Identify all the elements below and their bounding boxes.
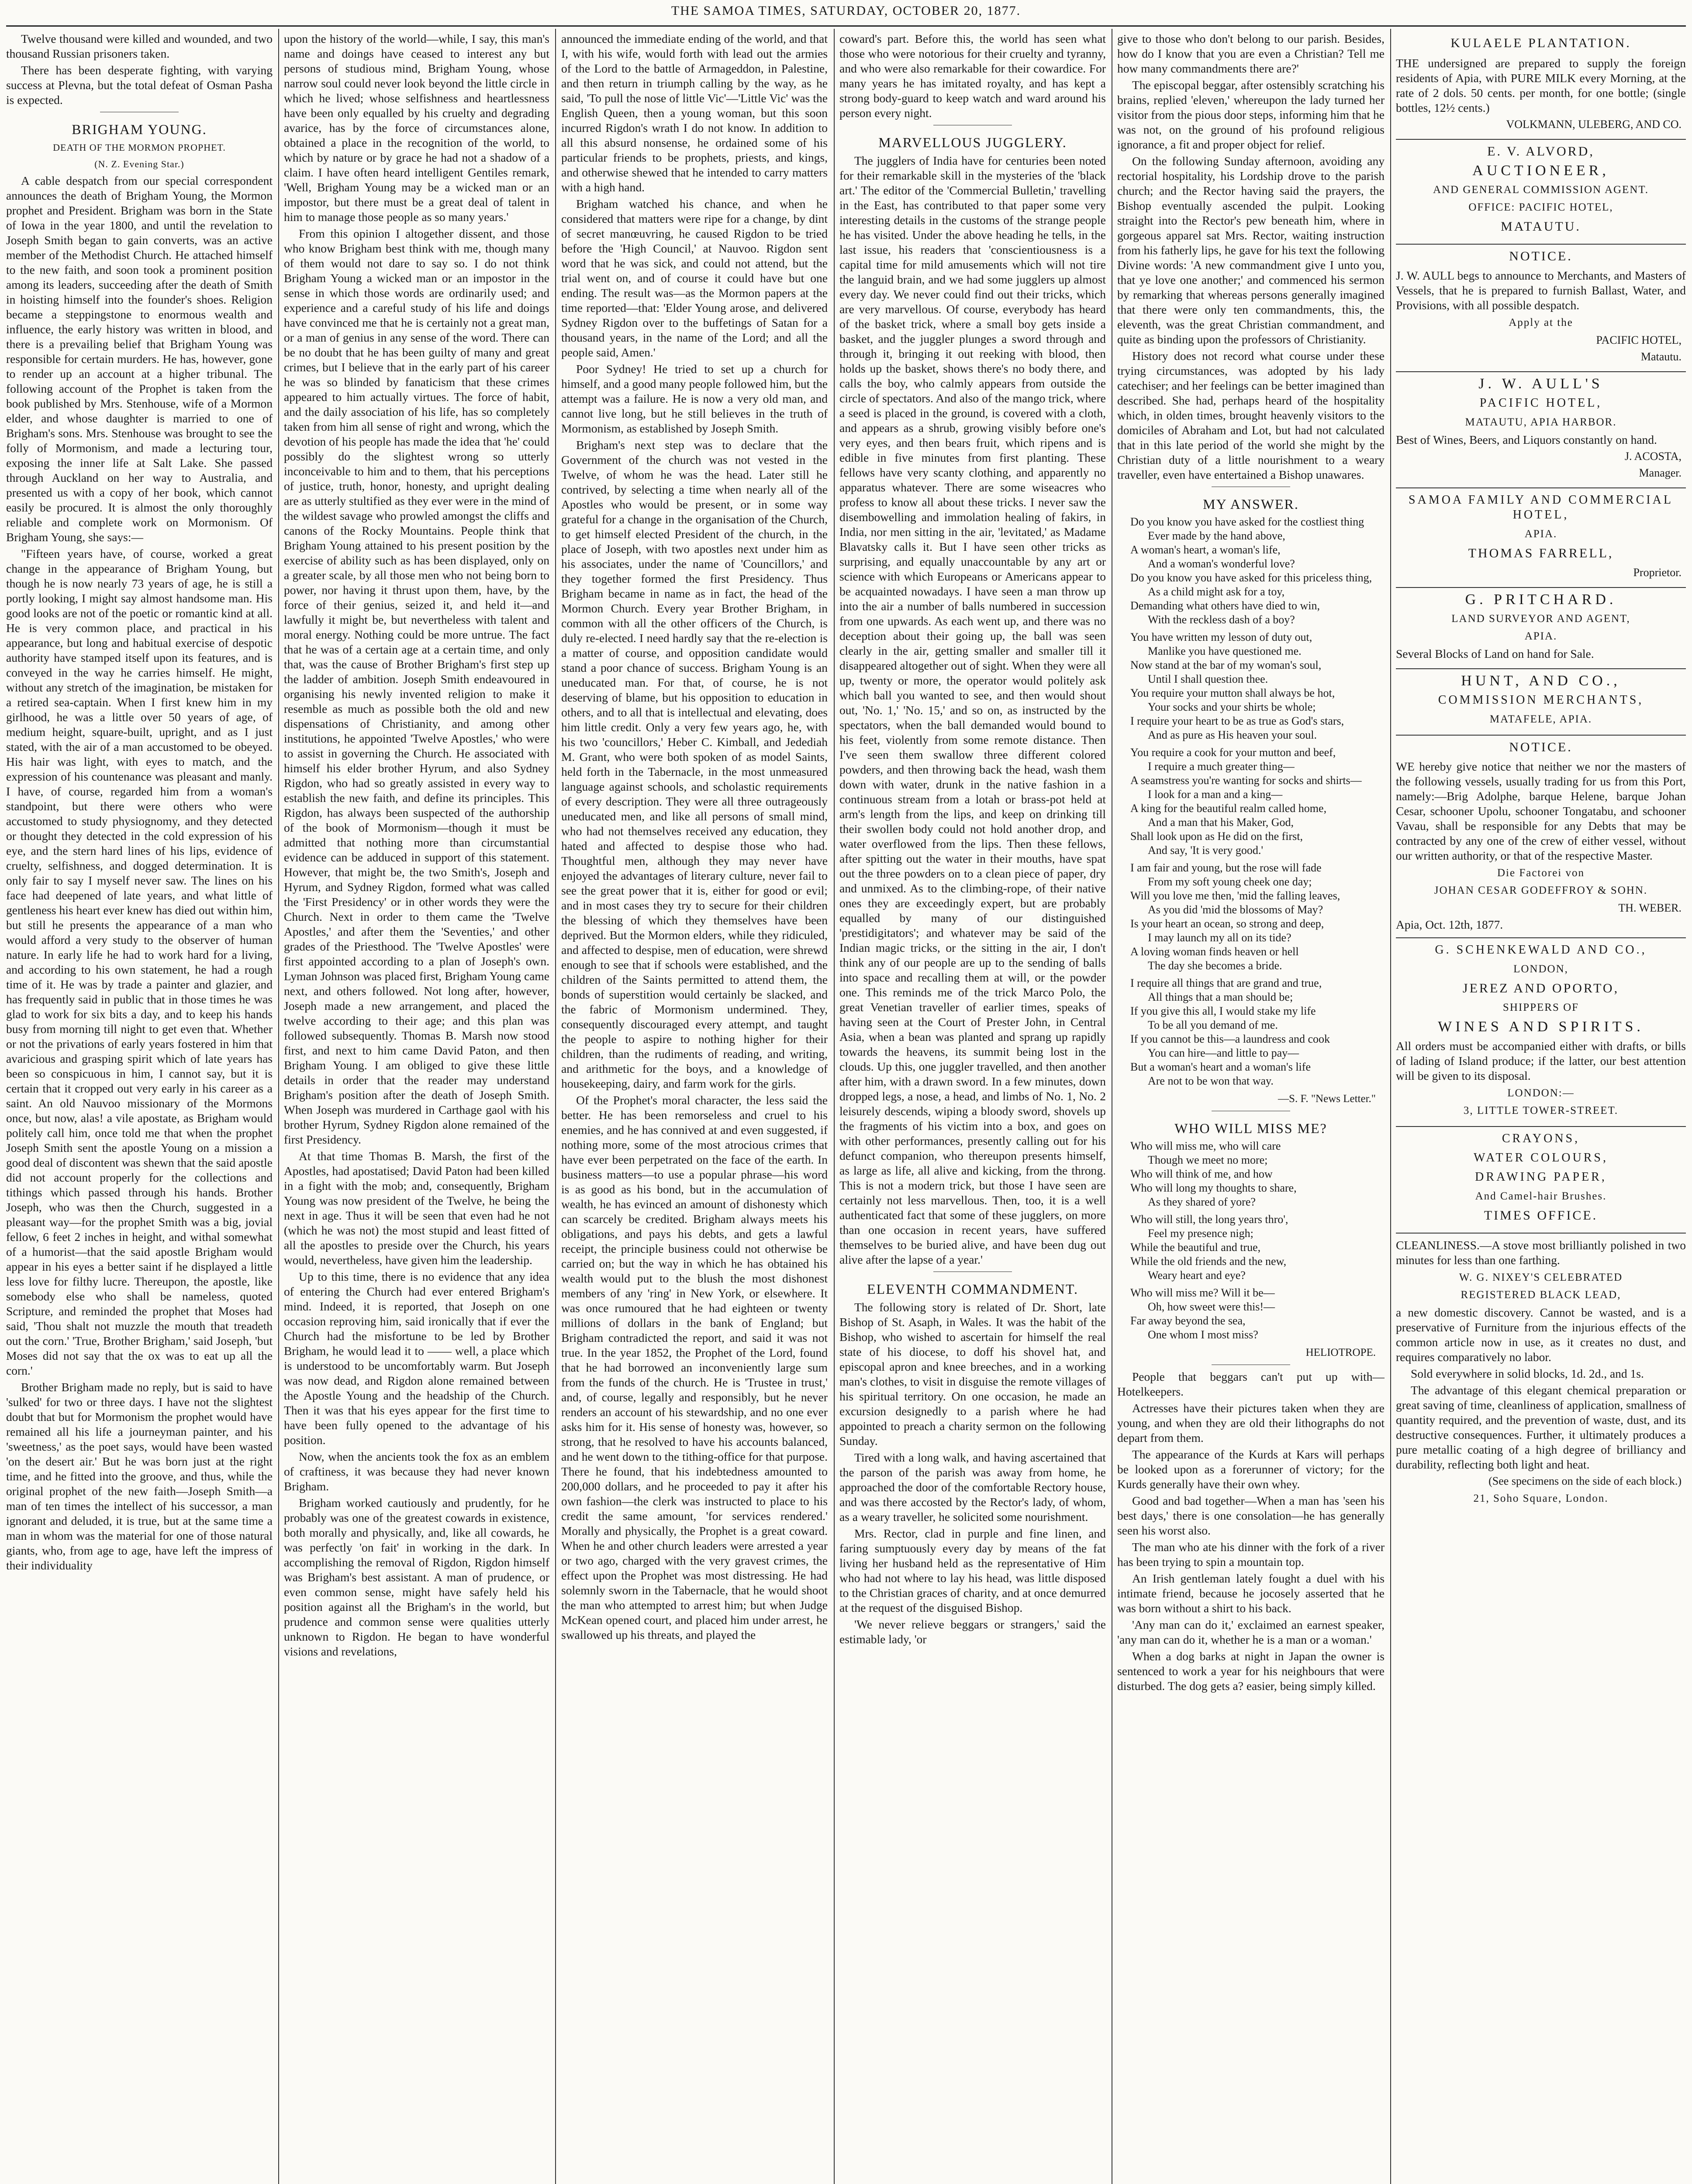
ad-body: J. W. AULL begs to announce to Merchants, and Masters of Vessels, that he is prepared to furnish Ballast, Water, and Provisions, with all possible despatch. [1396,269,1686,312]
ad-notice-godeffroy [1396,740,1686,938]
article-paragraph: Brigham watched his chance, and when he considered that matters were ripe for a change, by dint of secret manœuvring, he caused Rigdon to be tried before the 'High Council,' at Nauvoo. Rigdon sent word that he was sick, and could not attend, but the trial went on, and of course it could have but one ending. The result was—as the Mormon papers at the time reported—that: 'Elder Young arose, and delivered Sydney Rigdon over to the buffetings of Satan for a thousand years, in the name of the Lord; and all the people said, Amen.' [561,197,828,359]
ad-line: COMMISSION MERCHANTS, [1438,693,1644,707]
ad-line: Proprietor. [1633,566,1682,579]
article-paragraph: Brigham worked cautiously and prudently, for he probably was one of the greatest cowards in existence, both morally and physically, and, like all cowards, he was perfectly 'on fait' in working in the dark. In accomplishing the removal of Rigdon, Rigdon himself was Brigham's best assistant. A man of prudence, or even common sense, might have safely held his position against all the Brigham's in the world, but prudence and common sense were qualities utterly unknown to Rigdon. He began to have wonderful visions and revelations, [284,1496,549,1658]
ad-line: Apply at the [1509,317,1573,328]
ad-profession: AUCTIONEER, [1472,162,1609,179]
article-paragraph: Brother Brigham made no reply, but is said to have 'sulked' for two or three days. I have not the slightest doubt that but for Mormonism the prophet would have remained all his life a journeyman painter, and his 'sweetness,' as the poet says, would have been wasted 'on the desert air.' But he was born just at the right time, and he fitted into the groove, and thus, while the original prophet of the new faith—Joseph Smith—a man of ten times the intellect of his successor, a man ignorant and deluded, it is true, but at the same time a man in whom was the material for one of those natural giants, who, from age to age, have left the impress of their individuality [6,1380,273,1572]
news-paragraph: Twelve thousand were killed and wounded, and two thousand Russian prisoners taken. [6,32,273,60]
ad-line: (See specimens on the side of each block.) [1488,1475,1682,1487]
ad-address: 21, Soho Square, London. [1473,1493,1609,1504]
ad-line: APIA. [1524,528,1557,540]
ad-body: All orders must be accompanied either with drafts, or bills of lading of Island produce; if the latter, our best attention will be given to its disposal. [1396,1039,1686,1082]
ad-line: LONDON, [1513,963,1568,975]
poem-line: If you cannot be this—a laundress and cook [1130,1033,1330,1045]
poem-line: But a woman's heart and a woman's life [1130,1061,1311,1073]
news-paragraph: There has been desperate fighting, with varying success at Plevna, but the total defeat of Osman Pasha is expected. [6,63,273,107]
article-paragraph: 'We never relieve beggars or strangers,' said the estimable lady, 'or [839,1617,1106,1646]
poem-line: Who will still, the long years thro', [1130,1213,1288,1226]
ad-line: DRAWING PAPER, [1475,1170,1607,1184]
ad-line: PACIFIC HOTEL, [1479,396,1602,410]
ad-name: G. PRITCHARD. [1465,591,1617,608]
ad-name: CRAYONS, [1502,1132,1580,1145]
ad-samoa-hotel [1396,493,1686,588]
paragraph-note: The appearance of the Kurds at Kars will perhaps be looked upon as a forerunner of victory; for the Kurds generally have their own whey. [1117,1448,1385,1491]
paragraph-note: The man who ate his dinner with the fork of a river has been trying to spin a mountain top. [1117,1540,1385,1569]
ad-line: W. G. NIXEY'S CELEBRATED [1459,1272,1623,1283]
poem-line: While the beautiful and true, [1130,1241,1261,1254]
poem-line: I require all things that are grand and true, [1130,977,1322,989]
poem-line: Ever made by the hand above, [1148,529,1285,542]
ad-title: NOTICE. [1509,249,1573,263]
ad-line: SHIPPERS OF [1502,1002,1579,1013]
paragraph-note: 'Any man can do it,' exclaimed an earnest speaker, 'any man can do it, whether he is a man or a woman.' [1117,1618,1385,1646]
ad-black-lead [1396,1238,1686,1514]
poem-line: Oh, how sweet were this!— [1148,1300,1275,1313]
column-rule [555,29,556,2184]
article-paragraph: coward's part. Before this, the world has seen what those who were notorious for their cruelty and tyranny, and who were also remarkable for their cowardice. For many years he has imitated royalty, and has kept a strong body-guard to keep watch and ward around his person every night. [839,32,1106,120]
ad-line: TH. WEBER. [1618,902,1682,914]
ad-body: THE undersigned are prepared to supply the foreign residents of Apia, with PURE MILK every Morning, at the rate of 2 dols. 50 cents. per month, for one bottle; (single bottles, 12½ cents.) [1396,56,1686,114]
article-title: MARVELLOUS JUGGLERY. [878,135,1067,150]
poem-line: I am fair and young, but the rose will fade [1130,861,1322,874]
column-3 [561,31,828,2184]
poem-line: Feel my presence nigh; [1148,1227,1253,1240]
ad-name: E. V. ALVORD, [1487,144,1595,159]
ad-line: REGISTERED BLACK LEAD, [1461,1289,1621,1301]
poem-line: And a woman's wonderful love? [1148,557,1295,570]
poem-line: Shall look upon as He did on the first, [1130,830,1303,843]
paragraph-note: Actresses have their pictures taken when they are young, and when they are old their lithographs do not depart from them. [1117,1401,1385,1444]
ad-body: CLEANLINESS.—A stove most brilliantly polished in two minutes for less than one farthing. [1396,1238,1686,1267]
poem-line: And say, 'It is very good.' [1148,844,1264,857]
ad-notice-aull [1396,249,1686,372]
ad-date: Apia, Oct. 12th, 1877. [1396,918,1503,931]
poem-line: All things that a man should be; [1148,991,1293,1003]
ad-title: NOTICE. [1509,740,1573,754]
ad-line: APIA. [1524,630,1557,642]
poem-signature: HELIOTROPE. [1305,1347,1376,1358]
ad-line: Manager. [1639,467,1682,479]
advertisements-column [1396,31,1686,2184]
article-paragraph: A cable despatch from our special correspondent announces the death of Brigham Young, the Mormon prophet and President. Brigham was born in the State of Iowa in the year 1800, and until the revelation to Joseph Smith began to gain converts, was an active member of the Methodist Church. He attached himself to the new faith, and soon took a prominent position among its leaders, succeeding after the death of Smith in hoisting himself into the founder's shoes. Religion became a steppingstone to enormous wealth and influence, the early history was written in blood, and there is a prevailing belief that Brigham Young was responsible for certain murders. He has, however, gone to render up an account at a higher tribunal. The following account of the Prophet is taken from the book published by Mrs. Stenhouse, wife of a Mormon elder, and whose daughter is married to one of Brigham's sons. Mrs. Stenhouse was brought to see the folly of Mormonism, and made a lecturing tour, exposing the inner life at Salt Lake. She passed through Auckland on her way to Australia, and presented us with a copy of her book, which cannot easily be procured. It is almost the only thoroughly reliable and complete work on Mormonism. Of Brigham Young, she says:— [6,174,273,544]
poem-line: And a man that his Maker, God, [1148,816,1294,829]
ad-line: Matautu. [1640,350,1682,363]
ad-line: MATAUTU, APIA HARBOR. [1465,416,1617,428]
poem-line: A loving woman finds heaven or hell [1130,945,1299,958]
article-subtitle: DEATH OF THE MORMON PROPHET. [53,142,226,153]
masthead: THE SAMOA TIMES, SATURDAY, OCTOBER 20, 1877. [671,3,1021,18]
article-paragraph: The episcopal beggar, after ostensibly scratching his brains, replied 'eleven,' whereupon the lady turned her visitor from the pious door steps, informing him that he was not, on the ground of his profound religious ignorance, a fit and proper object for relief. [1117,78,1385,151]
article-paragraph: Up to this time, there is no evidence that any idea of entering the Church had ever entered Brigham's mind. Indeed, it is reported, that Joseph on one occasion reproving him, said ironically that if ever the Church had the misfortune to be led by Brother Brigham, he would lead it to —— well, a place which is understood to be uncomfortably warm. But Joseph was now dead, and Rigdon alone remained between the Apostle Young and the headship of the Church. Then it was that his eyes appear for the first time to have been fully opened to the advantage of his position. [284,1270,549,1447]
article-paragraph: Mrs. Rector, clad in purple and fine linen, and faring sumptuously every day by means of the fat living her husband held as the representative of Him who had not where to lay his head, was little disposed to the Christian graces of charity, and at once demurred at the request of the disguised Bishop. [839,1527,1106,1614]
ad-name: SAMOA FAMILY AND COMMERCIAL HOTEL, [1409,493,1673,522]
ad-body: The advantage of this elegant chemical preparation or great saving of time, cleanliness of application, smallness of quantity required, and the prevention of waste, dust, and its destructive consequences. Further, it ultimately produces a pure metallic coating of a high degree of brilliancy and durability, reflecting both light and heat. [1396,1383,1686,1471]
poem-line: Who will miss me? Will it be— [1130,1286,1275,1299]
ad-line: And Camel-hair Brushes. [1475,1190,1607,1202]
article-paragraph: At that time Thomas B. Marsh, the first of the Apostles, had apostatised; David Paton had been killed in a fight with the mob; and, consequently, Brigham Young was now president of the Twelve, he being the next in age. Thus it will be seen that even had he not (which he was not) the most stupid and least fitted of all the apostles to preside over the Church, his years would, nevertheless, have given him the leadership. [284,1149,549,1267]
paragraph-note: People that beggars can't put up with—Hotelkeepers. [1117,1370,1385,1398]
poem-stanza [1130,1213,1371,1282]
poem-line: Will you love me then, 'mid the falling leaves, [1130,889,1340,902]
poem-line: One whom I most miss? [1148,1328,1258,1341]
ad-line: JEREZ AND OPORTO, [1462,981,1619,995]
poem-line: To be all you demand of me. [1148,1019,1278,1031]
paragraph-note: Good and bad together—When a man has 'seen his best days,' there is one consolation—he has generally seen his worst also. [1117,1494,1385,1537]
ad-kulaele-plantation [1396,36,1686,140]
poem-line: Though we meet no more; [1148,1154,1268,1166]
poem-title: MY ANSWER. [1203,496,1299,512]
ad-name: J. W. AULL'S [1478,376,1603,392]
article-paragraph: Of the Prophet's moral character, the less said the better. He has been remorseless and cruel to his enemies, and he has connived at and even suggested, if nothing more, some of the most atrocious crimes that have ever been perpetrated on the face of the earth. In business matters—to use a popular phrase—his word is as good as his bond, but in the accumulation of wealth, he has evinced an amount of dishonesty which can scarcely be credited. Brigham always meets his obligations, and pays his debts, and gets a lawful receipt, the principle business could not otherwise be carried on; but the way in which he has obtained his wealth would put to the blush the most dishonest members of any 'ring' in New York, or elsewhere. It was once rumoured that he had eighteen or twenty millions of dollars in the bank of England; but Brigham contradicted the report, and said it was not true. In the year 1852, the Prophet of the Lord, found that he had borrowed an inconveniently large sum from the funds of the church. He is 'Trustee in trust,' and, of course, legally and responsibly, but he never renders an account of his stewardship, and no one ever asks him for it. His sense of honesty was, however, so strong, that he resolved to have his accounts balanced, and he went down to the tithing-office for that purpose. There he found, that his indebtedness amounted to 200,000 dollars, and he proceeded to pay it after his own fashion—the clerk was instructed to place to his credit the same amount, 'for services rendered.' Morally and physically, the Prophet is a great coward. When he and other church leaders were arrested a year or two ago, charged with the very gravest crimes, the effect upon the Prophet was most distressing. He had solemnly sworn in the Tabernacle, that he would shoot the man who attempted to arrest him; but when Judge McKean opened court, and placed him under arrest, he swallowed up his threats, and played the [561,1093,828,1641]
poem-stanza [1130,1139,1371,1209]
poem-line: If you give this all, I would stake my life [1130,1005,1316,1017]
poem-stanza [1130,1286,1371,1342]
poem-line: Who will long my thoughts to share, [1130,1182,1297,1194]
ad-body: WE hereby give notice that neither we nor the masters of the following vessels, usually trading for us from this Port, namely:—Brig Adolphe, barque Helene, barque Johan Cesar, schooner Upolu, schooner Tongatabu, and schooner Vavau, shall be responsible for any Debts that may be contracted by any one of the crew of either vessel, without our written authority, or that of the respective Master. [1396,760,1686,862]
ad-hunt [1396,674,1686,736]
article-paragraph: The jugglers of India have for centuries been noted for their remarkable skill in the mysteries of the 'black art.' The editor of the 'Commercial Bulletin,' travelling in the East, has contributed to that paper some very interesting details in the customs of the strange people he has visited. Under the above heading he tells, in the last issue, his readers that 'conscientiousness is a capital time for mild amusements which will not tire the languid brain, and we had some jugglers up almost every day. We never could find out their tricks, which are very marvellous. Of course, everybody has heard of the basket trick, where a small boy gets inside a basket, and the juggler plunges a sword through and through it, bringing it out reeking with blood, then holds up the basket, shows there's no body there, and calls the boy, who calmly appears from outside the circle of spectators. And also of the mango trick, where a seed is placed in the ground, is covered with a cloth, and appears as a shrub, growing visibly before one's very eyes, and then bears fruit, which ripens and is edible in five minutes from first planting. These fellows have very scanty clothing, and apparently no apparatus whatever. There are some wiseacres who profess to know all about these tricks. I never saw the disembowelling and immolation healing of fakirs, in India, nor men sitting in the air, 'levitated,' as Madame Blavatsky calls it. But I have seen other tricks as surprising, and equally unaccountable by any art or science with which Europeans or Americans appear to be acquainted nowadays. I have seen a man throw up into the air a number of balls numbered in succession from one upwards. As each went up, and there was no deception about their going up, the ball was seen clearly in the air, getting smaller and smaller till it disappeared altogether out of sight. When they were all up, twenty or more, the operator would politely ask which ball you wanted to see, and then would shout out, 'No. 1,' 'No. 15,' and so on, as instructed by the spectators, when the ball demanded would bound to his feet, violently from some remote distance. Then I've seen them swallow three different colored powders, and then throwing back the head, wash them down with water, drunk in the native fashion in a continuous stream from a lotah or brass-pot held at arm's length from the lips, and keep on drinking till their swollen body could not hold another drop, and water overflowed from the lips. Then these fellows, after spitting out the water in their mouths, have spat out the three powders on to a clean piece of paper, dry and unmixed. As to the climbing-rope, of their native ones they are exceedingly expert, but are probably equalled by many of our distinguished 'prestidigitators'; and whatever may be said of the Indian magic tricks, or the sitting in the air, I don't think any of our people are up to the sending of balls into space and recalling them at will, or the powder one. This reminds me of the trick Marco Polo, the great Venetian traveller of earlier times, speaks of having seen at the Court of Prester John, in Central Asia, when a bean was planted and sprang up rapidly towards the heavens, its summit being lost in the clouds. Up this, one juggler travelled, and then another after him, with a drawn sword. In a few minutes, down dropped legs, a nose, a head, and limbs of No. 1, No. 2 leisurely descends, wiping a bloody sword, shovels up the fragments of his victim into a box, and goes on with other performances, presently calling out for his defunct companion, who thereupon presents himself, as large as life, all alive and kicking, from the throng. This is not a modern trick, but those I have seen are certainly not less marvellous. Then, too, it is a well authenticated fact that some of these jugglers, on more than one occasion in recent years, have suffered themselves to be buried alive, and have been dug out alive after the lapse of a year.' [839,154,1106,1266]
article-title: ELEVENTH COMMANDMENT. [867,1281,1079,1297]
poem-stanza [1130,630,1371,742]
ad-pacific-hotel [1396,377,1686,488]
poem-line: Do you know you have asked for the costliest thing [1130,515,1364,528]
ad-body: Several Blocks of Land on hand for Sale. [1396,647,1594,660]
poem-line: You have written my lesson of duty out, [1130,631,1312,643]
ad-name: G. SCHENKEWALD AND CO., [1435,943,1647,957]
poem-line: Weary heart and eye? [1148,1269,1246,1282]
ad-line: AND GENERAL COMMISSION AGENT. [1433,184,1649,196]
poem-line: You require a cook for your mutton and beef, [1130,746,1336,759]
ad-schenkewald [1396,943,1686,1127]
poem-line: You can hire—and little to pay— [1148,1047,1299,1059]
ad-line: OFFICE: PACIFIC HOTEL, [1468,201,1613,213]
ad-line: WINES AND SPIRITS. [1438,1019,1644,1035]
article-paragraph: Now, when the ancients took the fox as an emblem of craftiness, it was because they had never known Brigham. [284,1450,549,1493]
ad-line: TIMES OFFICE. [1484,1208,1598,1223]
poem-line: Demanding what others have died to win, [1130,599,1320,612]
poem-stanza [1130,976,1371,1088]
article-paragraph: The following story is related of Dr. Short, late Bishop of St. Asaph, in Wales. It was the habit of the Bishop, who wished to ascertain for himself the real state of his diocese, to doff his shovel hat, and episcopal apron and knee breeches, and in a working man's clothes, to visit in disguise the remote villages of his spiritual territory. On one occasion, he made an excursion designedly to a parish where he had appointed to preach a charity sermon on the following Sunday. [839,1300,1106,1448]
poem-stanza [1130,746,1371,857]
ad-signature: VOLKMANN, ULEBERG, AND CO. [1506,118,1682,131]
poem-line: Who will think of me, and how [1130,1168,1273,1180]
poem-line: The day she becomes a bride. [1148,959,1282,972]
ad-line: Die Factorei von [1497,867,1585,879]
poem-line: As you did 'mid the blossoms of May? [1148,903,1323,916]
article-source: (N. Z. Evening Star.) [94,159,184,169]
article-paragraph: "Fifteen years have, of course, worked a great change in the appearance of Brigham Young, but though he is now nearly 73 years of age, he is still a portly looking, I might say almost handsome man. His good looks are not of the poetic or romantic kind at all. He is very common place, and practical in his appearance, but long and habitual exercise of despotic authority have stamped itself upon its features, and is conveyed in the way he carries himself. He might, without any stretch of the imagination, be mistaken for a retired sea-captain. When I first knew him in my girlhood, he was a little over 50 years of age, of medium height, square-built, upright, and as I just stated, with the air of a man accustomed to be obeyed. His hair was light, with eyes to match, and the expression of his countenance was pleasant and manly. I have, of course, regarded him from a woman's standpoint, but there were others who were accustomed to study physiognomy, and they detected or thought they detected in the cold expression of his eye, and the stern hard lines of his lips, evidence of cruelty, selfishness, and dogged determination. It is only fair to say I myself never saw. The lines on his face had deepened of late years, and what little of gentleness his heart ever knew has died out within him, but still he presents the appearance of a man who would afford a very study to the observer of human nature. In early life he had to work hard for a living, and according to his own statement, he had a rough time of it. He was by trade a painter and glazier, and has frequently said in public that in those times he was glad to work for six bits a day, and to keep his hands busy from morning till night to get even that. Whether or not the privations of early years fostered in him that avaricious and grasping spirit which of late years has been so conspicuous in him, I cannot say, but it is certain that it cropped out very early in his career as a saint. An old Nauvoo missionary of the Mormons once, but now, alas! a vile apostate, as Brigham would politely call him, once told me that when the prophet Joseph Smith sent the apostle Young on a mission a good deal of discontent was shewn that the said apostle did not account properly for the collections and tithings which passed through his hands. Brother Joseph, who was then the Church, suggested in a pleasant way—for the prophet Smith was a big, jovial fellow, 6 feet 2 inches in height, and withal somewhat of a humorist—that the said apostle Brigham would appear in his eyes a better saint if he displayed a little less love for filthy lucre. Thereupon, the apostle, like somebody else who shall be nameless, quoted Scripture, and reminded the prophet that Moses had said, 'Thou shalt not muzzle the mouth that treadeth out the corn.' 'True, Brother Brigham,' said Joseph, 'but Moses did not say that the ox was to eat up all the corn.' [6,547,273,1377]
poem-line: I require your heart to be as true as God's stars, [1130,715,1344,727]
masthead-rule [6,25,1686,27]
poem-line: A seamstress you're wanting for socks and shirts— [1130,774,1362,787]
poem-line: While the old friends and the new, [1130,1255,1287,1268]
article-paragraph: Poor Sydney! He tried to set up a church for himself, and a good many people followed him, but the attempt was a failure. He is now a very old man, and cannot live long, but he still believes in the truth of Mormonism, as established by Joseph Smith. [561,362,828,435]
poem-signature: —S. F. "News Letter." [1278,1093,1376,1105]
poem-line: Manlike you have questioned me. [1148,645,1302,657]
paragraph-note: When a dog barks at night in Japan the owner is sentenced to work a year for his neighbours that were disturbed. The dog gets a? easier, being simply killed. [1117,1649,1385,1693]
ad-line: MATAUTU. [1501,219,1581,234]
ad-body: Best of Wines, Beers, and Liquors constantly on hand. [1396,433,1657,446]
poem-line: I may launch my all on its tide? [1148,931,1291,944]
poem-title: WHO WILL MISS ME? [1174,1120,1327,1136]
article-paragraph: Brigham's next step was to declare that the Government of the church was not vested in the Twelve, of whom he was the head. Later still he contrived, by selecting a time when nearly all of the Apostles who would be present, or in some way grateful for a change in the organisation of the Church, to get himself elected President of the church, in the place of Joseph, with two apostles next under him as his associates, under the name of 'Councillors,' and they together formed the first Presidency. Thus Brigham became in name as in fact, the head of the Mormon Church. Every year Brother Brigham, in common with all the other officers of the Church, is duly re-elected. I need hardly say that the re-election is a matter of course, and opposition candidate would stand a poor chance of success. Brigham Young is an uneducated man. For that, of course, he is not deserving of blame, but his opposition to education in others, and to all that is intellectual and elevating, does him little credit. Only a very few years ago, he, with his two 'councillors,' Heber C. Kimball, and Jedediah M. Grant, who were both spoken of as model Saints, held forth in the Tabernacle, in the most unmeasured language against schools, and scholastic requirements of every description. They were all three outrageously uneducated men, and like all persons of small mind, who had not themselves received any education, they hated and affected to despise those who had. Thoughtful men, although they may never have enjoyed the advantages of literary culture, never fail to see the great power that it is, either for good or evil; and in most cases they try to secure for their children the blessing of which they themselves have been deprived. But the Mormon elders, while they ridiculed, and affected to despise, men of education, were shrewd enough to see that if schools were established, and the children of the Saints permitted to attend them, the bonds of superstition would certainly be slacked, and the fabric of Mormonism undermined. They, consequently discouraged every attempt, and taught the people to aspire to nothing higher for their children, than the rudiments of reading, and writing, and arithmetic for the boys, and a knowledge of housekeeping, dairy, and farm work for the girls. [561,438,828,1090]
ad-line: THOMAS FARRELL, [1468,546,1614,560]
ad-line: JOHAN CESAR GODEFFROY & SOHN. [1434,885,1648,896]
poem-line: Are not to be won that way. [1148,1075,1274,1087]
poem-stanza [1130,515,1371,627]
poem-line: Is your heart an ocean, so strong and deep, [1130,917,1324,930]
poem-line: A king for the beautiful realm called home, [1130,802,1327,815]
ad-name: HUNT, AND CO., [1461,673,1621,689]
article-paragraph: Tired with a long walk, and having ascertained that the parson of the parish was away from home, he approached the door of the comfortable Rectory house, and was there accosted by the Rector's lady, of whom, as a weary traveller, he solicited some nourishment. [839,1451,1106,1524]
ad-crayons [1396,1131,1686,1234]
article-paragraph: On the following Sunday afternoon, avoiding any rectorial hospitality, his Lordship drove to the parish church; and the Rector having said the prayers, the Bishop eventually ascended the pulpit. Looking straight into the Rector's pew beneath him, where in gorgeous apparel sat Mrs. Rector, waiting instruction from his fatherly lips, he gave for his text the following Divine words: 'A new commandment give I unto you, that ye love one another;' and commenced his sermon by remarking that whereas persons generally imagined that there were only ten commandments, this, the eleventh, was the great Christian commandment, and quite as binding upon the professors of Christianity. [1117,154,1385,346]
ad-line: WATER COLOURS, [1473,1151,1608,1165]
poem-line: You require your mutton shall always be hot, [1130,687,1335,699]
poem-line: Until I shall question thee. [1148,673,1268,685]
column-1 [6,31,273,2184]
ad-line: LAND SURVEYOR AND AGENT, [1451,613,1630,625]
article-title: BRIGHAM YOUNG. [72,121,207,137]
article-paragraph: From this opinion I altogether dissent, and those who know Brigham best think with me, though many of them would not dare to say so. I do not think Brigham Young a wicked man or an impostor in the sense in which those words are ordinarily used; and experience and a careful study of his life and doings have convinced me that he is certainly not a great man, or a man of genius in any sense of the word. There can be no doubt that he has been guilty of many and great crimes, but I believe that in the early part of his career he was so blinded by fanaticism that these crimes appeared to him actually virtues. The force of habit, and the daily association of his life, has so completely taken from him all sense of right and wrong, which the devotion of his people has made the idea that 'he' could possibly do the slightest wrong so utterly inconceivable to him and to them, that his perceptions of justice, truth, honor, honesty, and upright dealing are as utterly stultified as they ever were in the mind of the wildest savage who prowled amongst the cliffs and canons of the Rocky Mountains. People think that Brigham Young attained to his present position by the exercise of ability such as has been displayed, only on a greater scale, by all those men who not being born to power, nor having it thrust upon them, have, by the force of their genius, seized it, and held it—and lawfully it might be, but nevertheless with talent and moral energy. Nothing could be more untrue. The fact that he was of a certain age at a certain time, and only that, was the cause of Brother Brigham's first step up the ladder of ambition. Joseph Smith endeavoured in organising his newly invented religion to make it resemble as much as possible both the old and new dispensations of Christianity, and among other institutions, he appointed 'Twelve Apostles,' who were to assist in governing the Church. He associated with himself his elder brother Hyrum, and also Sydney Rigdon, who had so greatly assisted in every way to establish the new faith, and define its principles. This Rigdon, has always been suspected of the authorship of the book of Mormonism—though it must be admitted that nothing more than circumstantial evidence can be adduced in support of this statement. However, that might be, the two Smith's, Joseph and Hyrum, and Sydney Rigdon, formed what was called the 'First Presidency' or in other words they were the Church. Next in order to them came the 'Twelve Apostles,' and after them the 'Seventies,' and other grades of the Priesthood. The 'Twelve Apostles' were first appointed according to a plan of Joseph's own. Lyman Johnson was placed first, Brigham Young came next, and others followed. Not long after, however, Joseph made a new arrangement, and placed the twelve according to their age; and this plan was followed subsequently. Thomas B. Marsh now stood first, and next to him came David Paton, and then Brigham Young. I am obliged to give these little details in order that the reader may understand Brigham's position after the death of Joseph Smith. When Joseph was murdered in Carthage gaol with his brother Hyrum, Sydney Rigdon alone remained of the first Presidency. [284,227,549,1146]
ad-alvord [1396,144,1686,245]
ad-line: LONDON:— [1507,1087,1575,1099]
ad-line: PACIFIC HOTEL, [1596,334,1682,346]
article-paragraph: History does not record what course under these trying circumstances, was adopted by his lady catechiser; and her feelings can be better imagined than described. She had, perhaps heard of the hospitality which, in olden times, brought heavenly visitors to the domiciles of Abraham and Lot, but had not calculated that in this late period of the world she might by the Christian duty of a little nourishment to a weary traveller, even have entertained a Bishop unawares. [1117,349,1385,481]
column-rule [834,29,835,2184]
article-paragraph: announced the immediate ending of the world, and that I, with his wife, would forth with lead out the armies of the Lord to the battle of Armageddon, in Palestine, and then return in triumph calling by the way, as he said, 'To pull the nose of little Vic'—'Little Vic' was the English Queen, then a young woman, but this soon incurred Rigdon's wrath I do not know. In addition to all this absurd nonsense, he ordained some of his particular friends to be prophets, priests, and kings, and otherwise shewed that he intended to carry matters with a high hand. [561,32,828,194]
poem-line: Far away beyond the sea, [1130,1314,1246,1327]
poem-line: As a child might ask for a toy, [1148,585,1285,598]
ad-body: a new domestic discovery. Cannot be wasted, and is a preservative of Furniture from the injurious effects of the common article now in use, as it creates no dust, and requires comparatively no labor. [1396,1306,1686,1364]
ad-title: KULAELE PLANTATION. [1450,36,1631,50]
column-4 [839,31,1106,2184]
ad-line: MATAFELE, APIA. [1489,713,1592,725]
article-paragraph: upon the history of the world—while, I say, this man's name and doings have ceased to interest any but persons of studious mind, Brigham Young, whose narrow soul could never look beyond the little circle in which he lived; whose selfishness and heartlessness have been only equalled by his cruelty and degrading avarice, has by the force of circumstances alone, obtained a place in the recognition of the world, to which by nature or by grace he had not a shadow of a claim. I have often heard intelligent Gentiles remark, 'Well, Brigham Young may be a wicked man or an impostor, but there must be a great deal of talent in him to manage those people as so many years.' [284,32,549,224]
poem-line: Do you know you have asked for this priceless thing, [1130,571,1372,584]
poem-line: A woman's heart, a woman's life, [1130,543,1281,556]
poem-line: I require a much greater thing— [1148,760,1295,773]
poem-line: From my soft young cheek one day; [1148,875,1312,888]
ad-signature: J. ACOSTA, [1624,450,1682,463]
poem-line: With the reckless dash of a boy? [1148,613,1295,626]
poem-line: Who will miss me, who will care [1130,1140,1281,1152]
poem-line: And as pure as His heaven your soul. [1148,729,1317,741]
poem-line: Your socks and your shirts be whole; [1148,701,1316,713]
ad-body: Sold everywhere in solid blocks, 1d. 2d., and 1s. [1411,1367,1644,1380]
paragraph-note: An Irish gentleman lately fought a duel with his intimate friend, because he jocosely asserted that he was born without a shirt to his back. [1117,1572,1385,1615]
ad-pritchard [1396,592,1686,669]
column-rule [278,29,279,2184]
column-rule [1390,29,1391,2184]
column-2 [284,31,549,2184]
poem-line: I look for a man and a king— [1148,788,1283,801]
poem-stanza [1130,861,1371,973]
column-5 [1117,31,1385,2184]
poem-line: Now stand at the bar of my woman's soul, [1130,659,1322,671]
ad-line: 3, LITTLE TOWER-STREET. [1463,1105,1619,1116]
article-paragraph: give to those who don't belong to our parish. Besides, how do I know that you are even a Christian? Tell me how many commandments there are?' [1117,32,1385,75]
poem-line: As they shared of yore? [1148,1196,1256,1208]
